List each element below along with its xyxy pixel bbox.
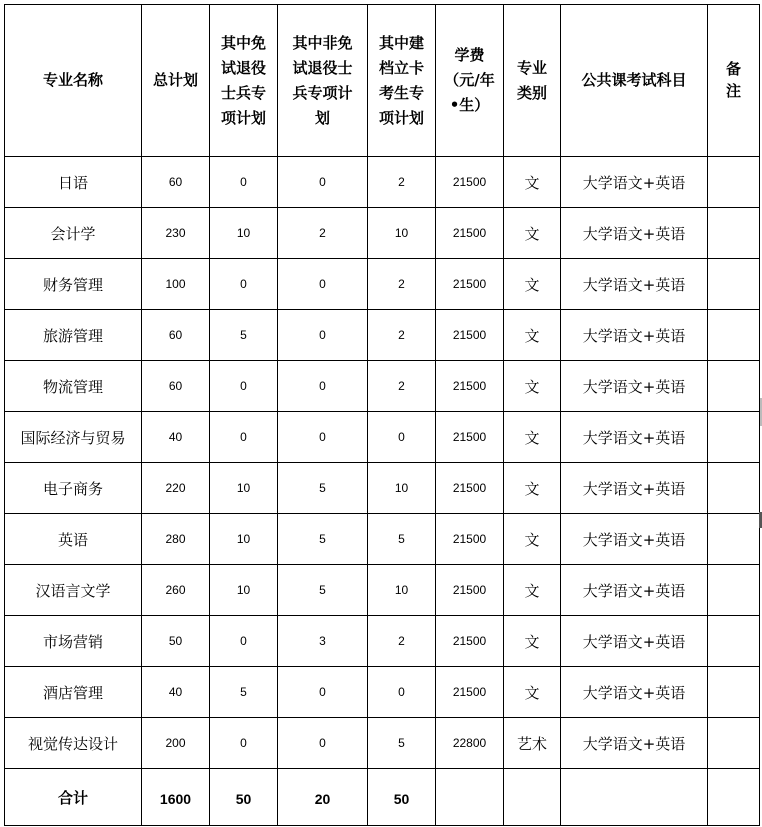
total-plan-cell: 40	[142, 412, 210, 463]
exempt-veteran-cell: 0	[210, 616, 278, 667]
poverty-plan-cell: 0	[368, 412, 436, 463]
exempt-veteran-cell: 0	[210, 157, 278, 208]
note-cell	[708, 157, 760, 208]
note-cell	[708, 463, 760, 514]
total-plan-cell: 60	[142, 310, 210, 361]
major-name-cell: 日语	[5, 157, 142, 208]
exempt-veteran-cell: 0	[210, 361, 278, 412]
poverty-plan-cell: 2	[368, 157, 436, 208]
poverty-plan-cell: 10	[368, 565, 436, 616]
poverty-plan-cell: 10	[368, 208, 436, 259]
poverty-plan-cell: 2	[368, 616, 436, 667]
header-note: 备注	[708, 5, 760, 157]
major-name-cell: 国际经济与贸易	[5, 412, 142, 463]
category-cell: 文	[504, 616, 561, 667]
tuition-cell: 22800	[436, 718, 504, 769]
exam-subjects-cell: 大学语文+英语	[561, 616, 708, 667]
major-name-cell: 旅游管理	[5, 310, 142, 361]
tuition-cell: 21500	[436, 310, 504, 361]
non-exempt-veteran-cell: 0	[278, 259, 368, 310]
table-row	[5, 412, 760, 463]
note-cell	[708, 718, 760, 769]
table-row	[5, 565, 760, 616]
exam-subjects-cell: 大学语文+英语	[561, 208, 708, 259]
major-name-cell: 电子商务	[5, 463, 142, 514]
tuition-cell: 21500	[436, 565, 504, 616]
poverty-plan-cell: 2	[368, 310, 436, 361]
exempt-veteran-cell: 5	[210, 310, 278, 361]
non-exempt-veteran-cell: 2	[278, 208, 368, 259]
non-exempt-veteran-cell: 0	[278, 157, 368, 208]
header-major: 专业名称	[5, 5, 142, 157]
table-row	[5, 310, 760, 361]
category-cell: 文	[504, 565, 561, 616]
non-exempt-veteran-cell: 0	[278, 310, 368, 361]
major-name-cell: 会计学	[5, 208, 142, 259]
table-row	[5, 616, 760, 667]
tuition-cell: 21500	[436, 157, 504, 208]
total-row	[5, 769, 760, 826]
non-exempt-veteran-cell: 3	[278, 616, 368, 667]
exam-subjects-cell: 大学语文+英语	[561, 157, 708, 208]
note-cell	[708, 259, 760, 310]
category-cell: 艺术	[504, 718, 561, 769]
major-name-cell: 英语	[5, 514, 142, 565]
category-cell: 文	[504, 412, 561, 463]
tuition-cell: 21500	[436, 412, 504, 463]
exam-subjects-cell: 大学语文+英语	[561, 718, 708, 769]
total-plan-cell: 60	[142, 157, 210, 208]
category-cell: 文	[504, 514, 561, 565]
total-plan-cell: 40	[142, 667, 210, 718]
non-exempt-veteran-sum-cell: 20	[278, 769, 368, 826]
header-tuition: 学费（元/年•生）	[436, 5, 504, 157]
total-plan-cell: 60	[142, 361, 210, 412]
header-row	[5, 5, 760, 157]
tuition-cell: 21500	[436, 208, 504, 259]
poverty-plan-cell: 0	[368, 667, 436, 718]
total-plan-cell: 200	[142, 718, 210, 769]
major-name-cell: 财务管理	[5, 259, 142, 310]
exempt-veteran-cell: 5	[210, 667, 278, 718]
non-exempt-veteran-cell: 0	[278, 412, 368, 463]
total-plan-sum-cell: 1600	[142, 769, 210, 826]
table-row	[5, 514, 760, 565]
exempt-veteran-sum-cell: 50	[210, 769, 278, 826]
category-cell: 文	[504, 361, 561, 412]
exam-subjects-cell: 大学语文+英语	[561, 565, 708, 616]
exempt-veteran-cell: 0	[210, 259, 278, 310]
non-exempt-veteran-cell: 0	[278, 667, 368, 718]
category-cell: 文	[504, 310, 561, 361]
exempt-veteran-cell: 10	[210, 565, 278, 616]
category-cell: 文	[504, 463, 561, 514]
total-plan-cell: 100	[142, 259, 210, 310]
empty-cell	[436, 769, 504, 826]
header-exam-subjects: 公共课考试科目	[561, 5, 708, 157]
enrollment-plan-table	[4, 4, 760, 826]
table-row	[5, 157, 760, 208]
tuition-cell: 21500	[436, 463, 504, 514]
total-plan-cell: 50	[142, 616, 210, 667]
non-exempt-veteran-cell: 5	[278, 463, 368, 514]
tuition-cell: 21500	[436, 616, 504, 667]
tuition-cell: 21500	[436, 259, 504, 310]
tuition-cell: 21500	[436, 514, 504, 565]
total-label-cell: 合计	[5, 769, 142, 826]
table-row	[5, 361, 760, 412]
category-cell: 文	[504, 259, 561, 310]
table-row	[5, 259, 760, 310]
exempt-veteran-cell: 0	[210, 412, 278, 463]
header-category: 专业类别	[504, 5, 561, 157]
non-exempt-veteran-cell: 0	[278, 718, 368, 769]
exempt-veteran-cell: 0	[210, 718, 278, 769]
exam-subjects-cell: 大学语文+英语	[561, 463, 708, 514]
note-cell	[708, 565, 760, 616]
table-row	[5, 208, 760, 259]
exam-subjects-cell: 大学语文+英语	[561, 412, 708, 463]
exempt-veteran-cell: 10	[210, 514, 278, 565]
poverty-plan-cell: 2	[368, 361, 436, 412]
non-exempt-veteran-cell: 0	[278, 361, 368, 412]
poverty-plan-sum-cell: 50	[368, 769, 436, 826]
tuition-cell: 21500	[436, 361, 504, 412]
poverty-plan-cell: 5	[368, 718, 436, 769]
table-row	[5, 463, 760, 514]
exam-subjects-cell: 大学语文+英语	[561, 259, 708, 310]
non-exempt-veteran-cell: 5	[278, 565, 368, 616]
note-cell	[708, 616, 760, 667]
header-poverty-plan: 其中建档立卡考生专项计划	[368, 5, 436, 157]
major-name-cell: 酒店管理	[5, 667, 142, 718]
exam-subjects-cell: 大学语文+英语	[561, 310, 708, 361]
note-cell	[708, 310, 760, 361]
non-exempt-veteran-cell: 5	[278, 514, 368, 565]
poverty-plan-cell: 2	[368, 259, 436, 310]
total-plan-cell: 220	[142, 463, 210, 514]
note-cell	[708, 667, 760, 718]
note-cell	[708, 412, 760, 463]
note-cell	[708, 361, 760, 412]
category-cell: 文	[504, 208, 561, 259]
total-plan-cell: 230	[142, 208, 210, 259]
header-total-plan: 总计划	[142, 5, 210, 157]
exempt-veteran-cell: 10	[210, 208, 278, 259]
exam-subjects-cell: 大学语文+英语	[561, 667, 708, 718]
note-cell	[708, 208, 760, 259]
total-plan-cell: 280	[142, 514, 210, 565]
exam-subjects-cell: 大学语文+英语	[561, 514, 708, 565]
empty-cell	[708, 769, 760, 826]
major-name-cell: 物流管理	[5, 361, 142, 412]
empty-cell	[504, 769, 561, 826]
category-cell: 文	[504, 157, 561, 208]
exempt-veteran-cell: 10	[210, 463, 278, 514]
tuition-cell: 21500	[436, 667, 504, 718]
table-row	[5, 718, 760, 769]
category-cell: 文	[504, 667, 561, 718]
major-name-cell: 视觉传达设计	[5, 718, 142, 769]
major-name-cell: 市场营销	[5, 616, 142, 667]
exam-subjects-cell: 大学语文+英语	[561, 361, 708, 412]
major-name-cell: 汉语言文学	[5, 565, 142, 616]
table-row	[5, 667, 760, 718]
total-plan-cell: 260	[142, 565, 210, 616]
header-exempt-veteran: 其中免试退役士兵专项计划	[210, 5, 278, 157]
empty-cell	[561, 769, 708, 826]
poverty-plan-cell: 5	[368, 514, 436, 565]
header-non-exempt-veteran: 其中非免试退役士兵专项计划	[278, 5, 368, 157]
note-cell	[708, 514, 760, 565]
poverty-plan-cell: 10	[368, 463, 436, 514]
